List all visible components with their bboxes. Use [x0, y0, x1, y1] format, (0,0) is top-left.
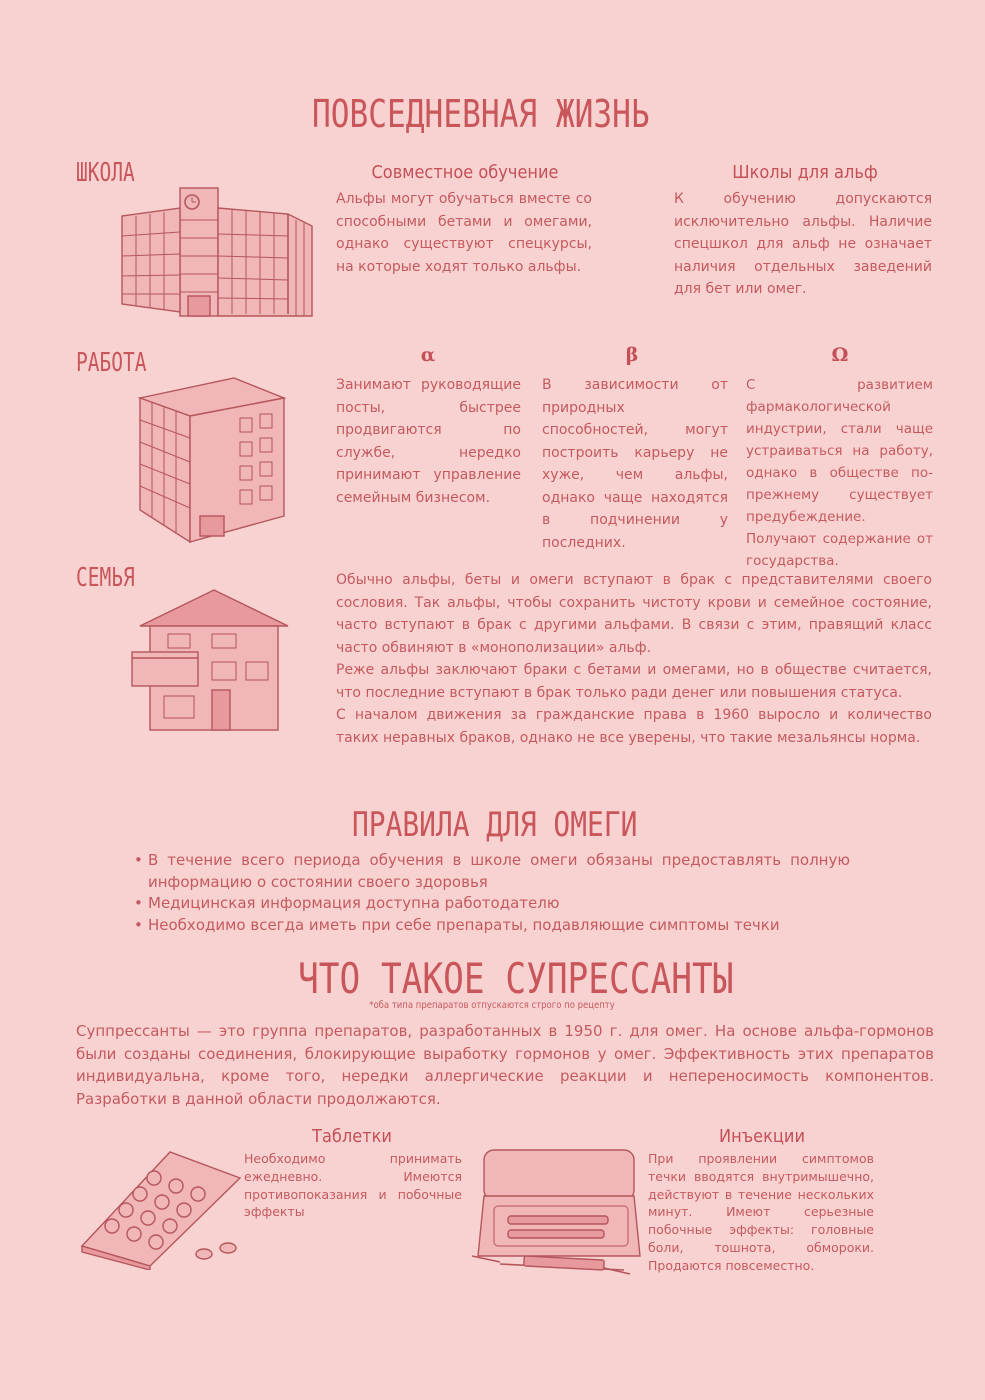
injections-title: Инъекции — [718, 1126, 805, 1147]
suppressants-heading: ЧТО ТАКОЕ СУПРЕССАНТЫ — [298, 954, 734, 1003]
suppressants-note: *оба типа препаратов отпускаются строго по рецепту — [369, 1000, 615, 1011]
house-illustration — [128, 586, 300, 736]
work-heading: РАБОТА — [76, 348, 147, 378]
rules-list-item: • Медицинская информация доступна работодателю — [134, 893, 850, 915]
family-paragraph: Обычно альфы, беты и омеги вступают в брак с представителями своего сословия. Так альфы, чтобы сохранить чистоту крови и семейное состояние, часто вступают в брак с другими альфами. В связи с этим, правящий класс часто обвиняют в «монополизации» альф. — [336, 572, 932, 656]
tablets-text: Необходимо принимать ежедневно. Имеются противопоказания и побочные эффекты — [244, 1151, 462, 1220]
page-title: ПОВСЕДНЕВНАЯ ЖИЗНЬ — [312, 92, 650, 136]
work-beta-symbol: β — [625, 344, 639, 366]
work-alpha-symbol: α — [420, 344, 436, 366]
injections-text: При проявлении симптомов течки вводятся внутримышечно, действуют в течение нескольких минут. Имеют серьезные побочные эффекты: головные боли, тошнота, обмороки. Продаются повсеместно. — [648, 1151, 874, 1273]
rules-list-item: • Необходимо всегда иметь при себе препараты, подавляющие симптомы течки — [134, 915, 850, 937]
family-text-block — [336, 569, 932, 749]
family-paragraph: Реже альфы заключают браки с бетами и омегами, но в обществе считается, что последние вступают в брак только ради денег или повышения статуса. — [336, 662, 932, 701]
rules-list-item: • В течение всего периода обучения в школе омеги обязаны предоставлять полную информацию о состоянии своего здоровья — [134, 850, 850, 893]
school-col2-title: Школы для альф — [732, 162, 878, 183]
school-building-illustration — [118, 186, 318, 326]
school-col1-title: Совместное обучение — [371, 162, 559, 183]
work-beta-text: В зависимости от природных способностей, могут построить карьеру не хуже, чем альфы, однако чаще находятся в подчинении у последних. — [542, 377, 728, 551]
family-heading: СЕМЬЯ — [76, 563, 135, 593]
work-alpha-text: Занимают руководящие посты, быстрее продвигаются по службе, нередко принимают управление семейным бизнесом. — [336, 377, 521, 506]
rules-list — [134, 850, 850, 936]
injection-case-illustration — [464, 1146, 644, 1282]
rules-heading: ПРАВИЛА ДЛЯ ОМЕГИ — [352, 805, 638, 845]
work-omega-symbol: Ω — [831, 344, 849, 366]
school-heading: ШКОЛА — [76, 158, 135, 188]
suppressants-intro: Суппрессанты — это группа препаратов, разработанных в 1950 г. для омег. На основе альфа-гормонов были созданы соединения, блокирующие выработку гормонов у омег. Эффективность этих препаратов индивидуальна, кроме того, нередки аллергические реакции и непереносимость компонентов. Разработки в данной области продолжаются. — [76, 1022, 934, 1108]
family-paragraph: С началом движения за гражданские права в 1960 выросло и количество таких неравных браков, однако не все уверены, что такие мезальянсы норма. — [336, 707, 932, 746]
school-col1-text: Альфы могут обучаться вместе со способными бетами и омегами, однако существуют спецкурсы, на которые ходят только альфы. — [336, 191, 592, 275]
office-building-illustration — [134, 376, 294, 546]
work-omega-text: С развитием фармакологической индустрии, стали чаще устраиваться на работу, однако в обществе по-прежнему существует предубеждение. Получают содержание от государства. — [746, 377, 933, 569]
pill-blister-illustration — [76, 1144, 246, 1270]
school-col2-text: К обучению допускаются исключительно альфы. Наличие спецшкол для альф не означает наличия отдельных заведений для бет или омег. — [674, 191, 932, 297]
tablets-title: Таблетки — [312, 1126, 392, 1147]
